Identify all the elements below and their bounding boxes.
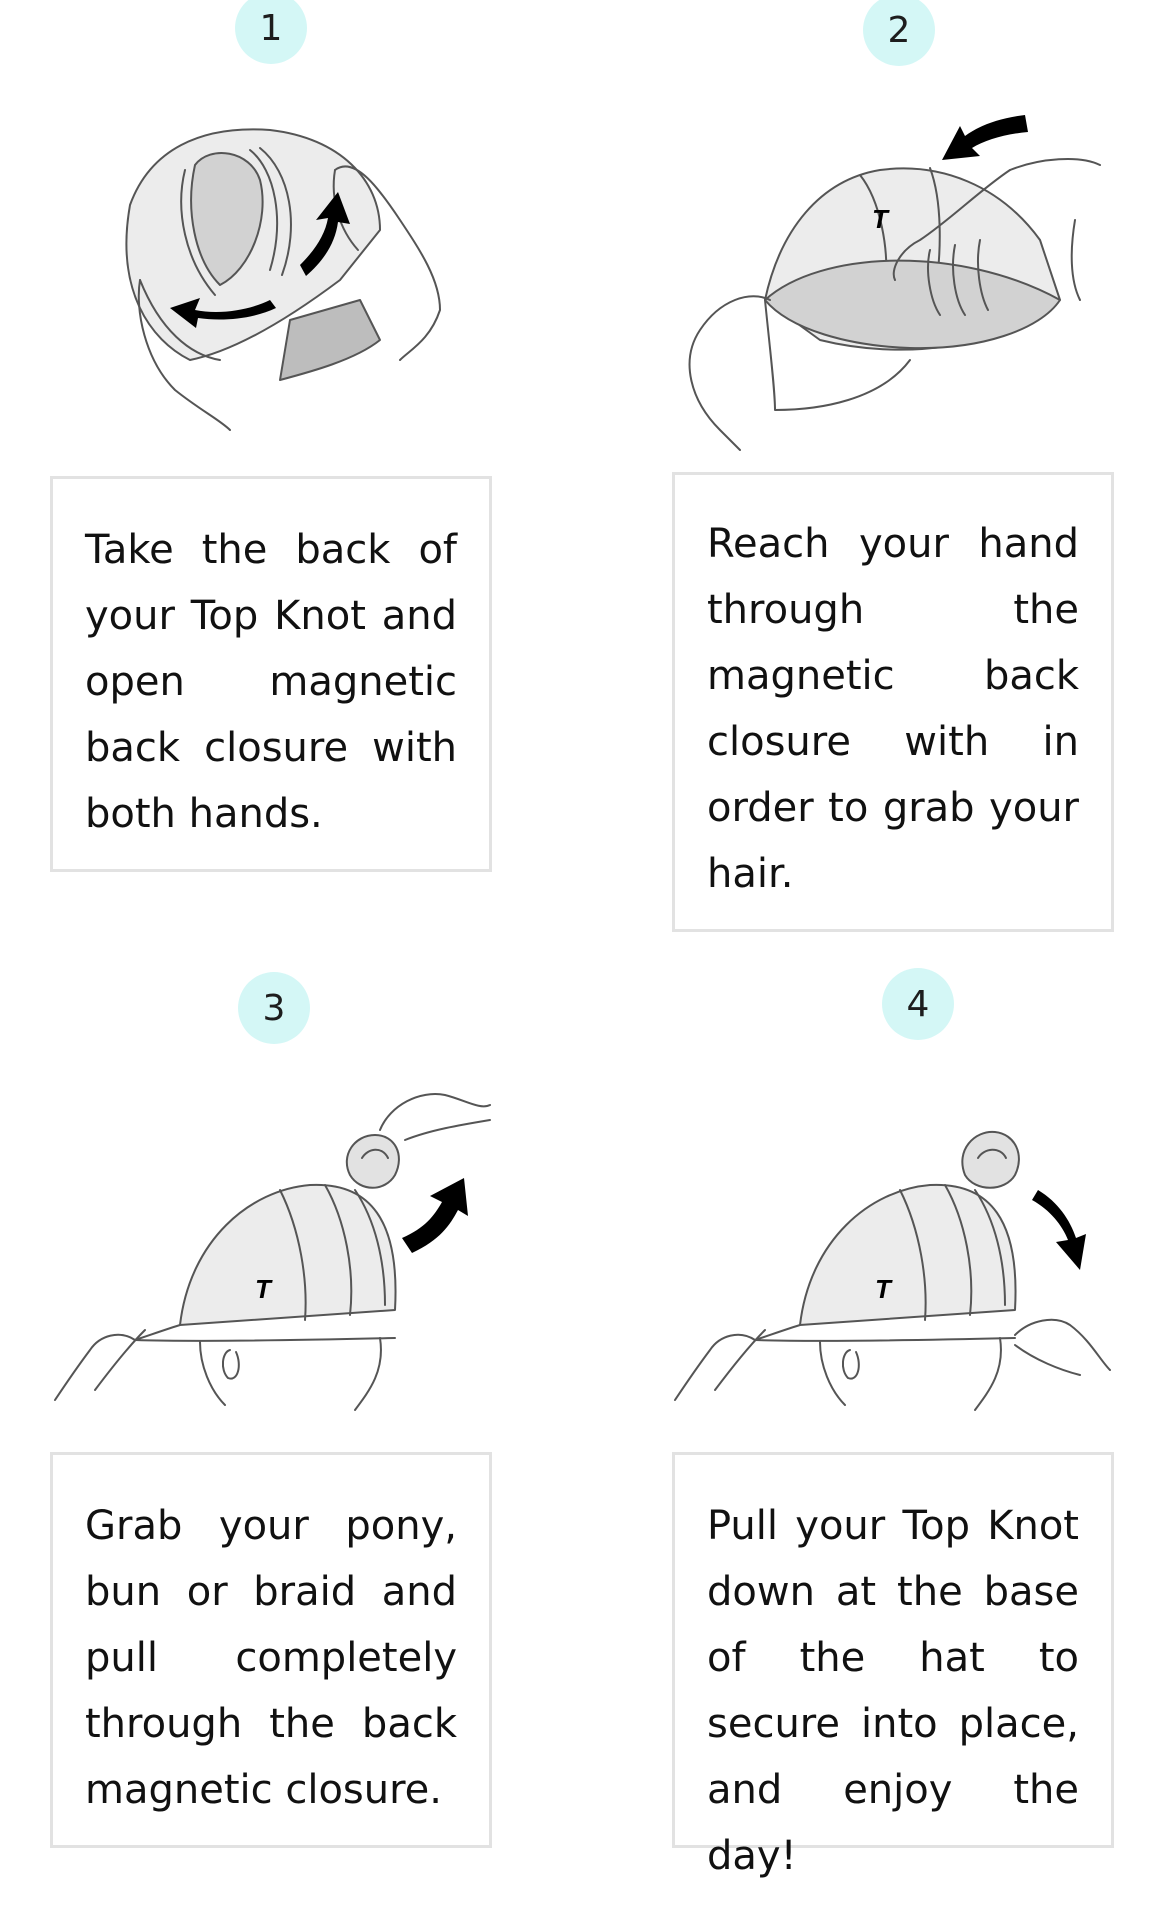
step-2-instruction-card	[672, 472, 1114, 932]
step-3-number-badge	[238, 972, 310, 1044]
step-2-instruction-text: Reach your hand through the magnetic back closure with in order to grab your hair.	[707, 521, 1079, 897]
svg-text:T: T	[872, 204, 888, 234]
step-3-instruction-card	[50, 1452, 492, 1848]
step-3-illustration	[50, 1080, 500, 1410]
step-3-instruction-text: Grab your pony, bun or braid and pull completely through the back magnetic closure.	[85, 1503, 457, 1813]
step-2-number-badge	[863, 0, 935, 66]
step-4-instruction-card	[672, 1452, 1114, 1879]
step-2-illustration	[680, 100, 1120, 460]
step-1-illustration	[100, 110, 450, 440]
svg-text:T: T	[255, 1274, 271, 1304]
step-1-instruction-text: Take the back of your Top Knot and open magnetic back closure with both hands.	[85, 527, 457, 837]
step-number: 4	[906, 983, 930, 1025]
step-number: 1	[259, 7, 283, 49]
step-4-instruction-text: Pull your Top Knot down at the base of the hat to secure into place, and enjoy the day!	[707, 1503, 1079, 1879]
step-number: 3	[262, 987, 286, 1029]
step-4-number-badge	[882, 968, 954, 1040]
step-1-number-badge	[235, 0, 307, 64]
step-4-illustration	[670, 1130, 1120, 1410]
svg-text:T: T	[875, 1274, 891, 1304]
step-1-instruction-card	[50, 476, 492, 872]
step-number: 2	[887, 9, 911, 51]
